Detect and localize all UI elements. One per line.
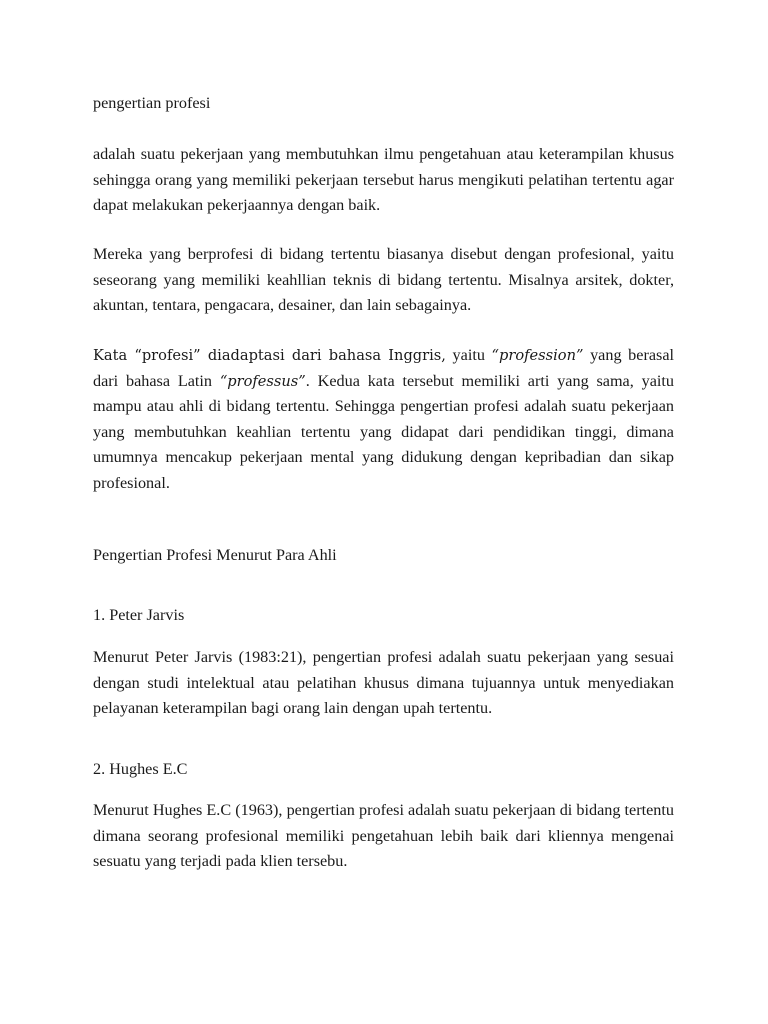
expert-1-title: 1. Peter Jarvis (93, 606, 185, 624)
term-professus: “professus” (219, 372, 306, 390)
expert-1-text: Menurut Peter Jarvis (1983:21), pengertian profesi adalah suatu pekerjaan yang sesuai dengan studi intelektual atau pelatihan khusus dimana tujuannya untuk menyediakan pelayanan keterampilan bagi orang lain dengan upah tertentu. (93, 648, 674, 717)
expert-2-text: Menurut Hughes E.C (1963), pengertian profesi adalah suatu pekerjaan di bidang tertentu dimana seorang profesional memiliki pengetahuan lebih baik dari kliennya mengenai sesuatu yang terjadi pada klien tersebu. (93, 801, 674, 870)
paragraph-professional: Mereka yang berprofesi di bidang tertentu biasanya disebut dengan profesional, yaitu seseorang yang memiliki keahllian teknis di bidang tertentu. Misalnya arsitek, dokter, akuntan, tentara, pengacara, desainer, dan lain sebagainya. (93, 245, 674, 314)
expert-2-title: 2. Hughes E.C (93, 760, 188, 778)
etymology-text-3: . Kedua kata tersebut memiliki arti yang sama, yaitu mampu atau ahli di bidang tertentu. Sehingga pengertian profesi adalah suatu pekerjaan yang membutuhkan keahlian tertentu yang didapat dari pendidikan tinggi, dimana umumnya mencakup pekerjaan mental yang didukung dengan kepribadian dan sikap profesional. (93, 371, 674, 492)
etymology-text-2: yang berasal dari bahasa Latin (93, 346, 674, 390)
paragraph-etymology (93, 343, 674, 496)
paragraph-definition: adalah suatu pekerjaan yang membutuhkan ilmu pengetahuan atau keterampilan khusus sehingga orang yang memiliki pekerjaan tersebut harus mengikuti pelatihan tertentu agar dapat melakukan pekerjaannya dengan baik. (93, 145, 674, 214)
etymology-text-1: yaitu (445, 346, 492, 364)
section-heading: Pengertian Profesi Menurut Para Ahli (93, 546, 337, 564)
etymology-lead: Kata “profesi” diadaptasi dari bahasa Inggris, (93, 347, 446, 364)
doc-title: pengertian profesi (93, 94, 211, 112)
term-profession: “profession” (491, 347, 584, 364)
